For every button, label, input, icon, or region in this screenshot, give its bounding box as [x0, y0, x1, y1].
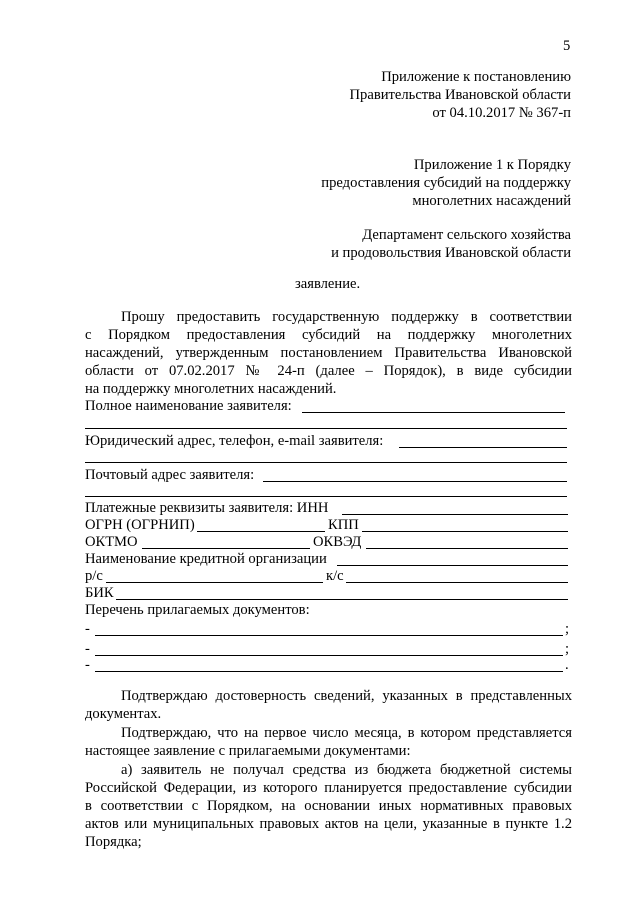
oktmo-field[interactable] [142, 548, 310, 549]
full-name-label: Полное наименование заявителя: [85, 398, 292, 414]
corr-account-label: к/с [326, 568, 344, 584]
postal-address-field[interactable] [263, 481, 567, 482]
doc-list-bullet: - [85, 657, 90, 673]
addressee-line: Департамент сельского хозяйства [362, 227, 571, 243]
paragraph-line: на поддержку многолетних насаждений. [85, 381, 337, 397]
paragraph-line: актов или муниципальных правовых актов на цели, указанные в пункте 1.2 [85, 816, 572, 832]
kpp-label: КПП [328, 517, 359, 533]
bik-field[interactable] [116, 599, 568, 600]
doc-list-bullet: - [85, 641, 90, 657]
oktmo-label: ОКТМО [85, 534, 138, 550]
paragraph-line: Подтверждаю достоверность сведений, указанных в представленных [121, 688, 572, 704]
paragraph-line: а) заявитель не получал средства из бюджета бюджетной системы [121, 762, 572, 778]
appendix-header-line: Правительства Ивановской области [349, 87, 571, 103]
bank-name-label: Наименование кредитной организации [85, 551, 327, 567]
paragraph-line: с Порядком предоставления субсидий на поддержку многолетних [85, 327, 572, 343]
legal-address-field-continued[interactable] [85, 462, 567, 463]
form-title: заявление. [295, 276, 361, 292]
doc-list-end: . [565, 657, 569, 673]
documents-label: Перечень прилагаемых документов: [85, 602, 310, 618]
ogrn-label: ОГРН (ОГРНИП) [85, 517, 195, 533]
payment-details-label: Платежные реквизиты заявителя: ИНН [85, 500, 329, 516]
paragraph-line: Подтверждаю, что на первое число месяца, в котором представляется [121, 725, 572, 741]
kpp-field[interactable] [362, 531, 568, 532]
legal-address-label: Юридический адрес, телефон, e-mail заявителя: [85, 433, 384, 449]
ogrn-field[interactable] [197, 531, 325, 532]
appendix-header-line: Приложение к постановлению [381, 69, 571, 85]
order-header-line: предоставления субсидий на поддержку [321, 175, 571, 191]
doc-list-end: ; [565, 641, 570, 657]
paragraph-line: Прошу предоставить государственную поддержку в соответствии [121, 309, 572, 325]
paragraph-line: насаждений, утвержденным постановлением Правительства Ивановской [85, 345, 572, 361]
paragraph-line: Порядка; [85, 834, 142, 850]
corr-account-field[interactable] [346, 582, 568, 583]
doc-list-item-field[interactable] [95, 671, 563, 672]
okved-field[interactable] [366, 548, 568, 549]
bank-name-field[interactable] [337, 565, 568, 566]
account-label: р/с [85, 568, 103, 584]
doc-list-end: ; [565, 621, 570, 637]
doc-list-bullet: - [85, 621, 90, 637]
addressee-line: и продовольствия Ивановской области [331, 245, 571, 261]
page-number: 5 [563, 38, 571, 54]
paragraph-line: области от 07.02.2017 № 24-п (далее – Порядок), в виде субсидии [85, 363, 572, 379]
bik-label: БИК [85, 585, 114, 601]
paragraph-line: настоящее заявление с прилагаемыми документами: [85, 743, 411, 759]
paragraph-line: в соответствии с Порядком, на основании иных нормативных правовых [85, 798, 572, 814]
account-field[interactable] [106, 582, 323, 583]
inn-field[interactable] [342, 514, 568, 515]
legal-address-field[interactable] [399, 447, 567, 448]
paragraph-line: документах. [85, 706, 162, 722]
order-header-line: Приложение 1 к Порядку [413, 157, 571, 173]
postal-address-label: Почтовый адрес заявителя: [85, 467, 255, 483]
doc-list-item-field[interactable] [95, 635, 563, 636]
full-name-field-continued[interactable] [85, 428, 567, 429]
paragraph-line: Российской Федерации, из которого планируется предоставление субсидии [85, 780, 572, 796]
doc-list-item-field[interactable] [95, 655, 563, 656]
order-header-line: многолетних насаждений [412, 193, 571, 209]
okved-label: ОКВЭД [313, 534, 362, 550]
full-name-field[interactable] [302, 412, 565, 413]
appendix-header-line: от 04.10.2017 № 367-п [432, 105, 571, 121]
postal-address-field-continued[interactable] [85, 496, 567, 497]
